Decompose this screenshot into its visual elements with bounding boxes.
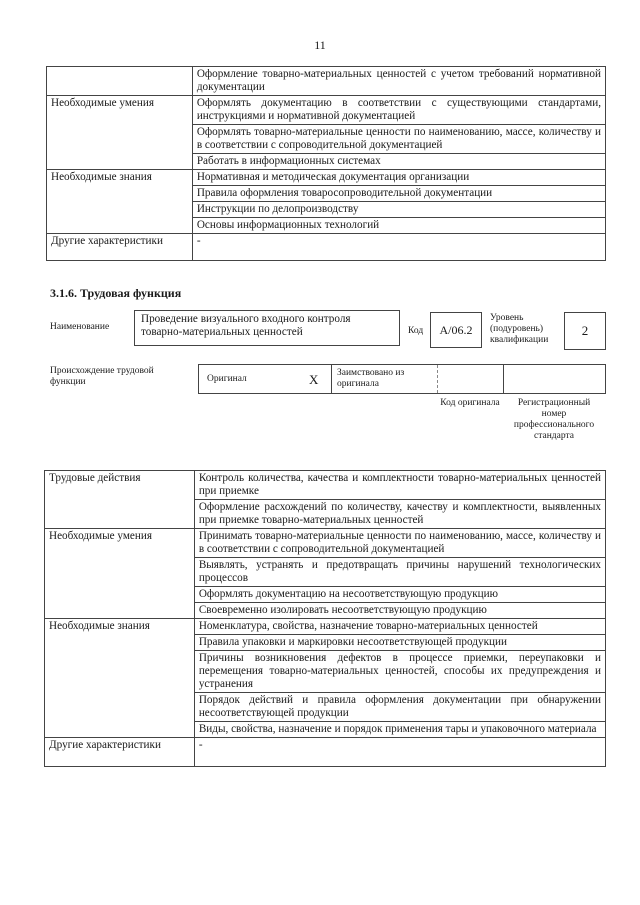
table-cell: Оформлять документацию в соответствии с существующими стандартами, инструкциями и нормативной документацией — [192, 96, 605, 125]
row-label-other: Другие характеристики — [45, 738, 195, 767]
row-label-skills: Необходимые умения — [45, 529, 195, 619]
table-row — [45, 529, 606, 558]
table-cell: Порядок действий и правила оформления документации при обнаружении несоответствующей продукции — [194, 693, 605, 722]
code-label: Код — [408, 326, 424, 336]
table-cell: - — [192, 234, 605, 261]
level-label: Уровень (подуровень) квалификации — [490, 313, 549, 345]
table-row — [45, 471, 606, 500]
original-mark: X — [309, 372, 319, 387]
row-label-knowledge: Необходимые знания — [45, 619, 195, 738]
table-cell: Выявлять, устранять и предотвращать причины нарушений технологических процессов — [194, 558, 605, 587]
table-cell: Контроль количества, качества и комплектности товарно-материальных ценностей при приемке — [194, 471, 605, 500]
code-original-label: Код оригинала — [440, 398, 500, 408]
origin-divider — [437, 365, 438, 393]
table-row — [47, 170, 606, 186]
table-cell: Основы информационных технологий — [192, 218, 605, 234]
original-label: Оригинал — [207, 374, 247, 384]
table-row — [47, 96, 606, 125]
table-row — [47, 234, 606, 261]
row-label-knowledge: Необходимые знания — [47, 170, 193, 234]
table-row — [45, 738, 606, 767]
table-cell: Оформление расхождений по количеству, качеству и комплектности, выявленных при приемке товарно-материальных ценностей — [194, 500, 605, 529]
borrowed-label: Заимствовано из оригинала — [337, 368, 405, 389]
name-label: Наименование — [50, 322, 110, 332]
row-label-skills: Необходимые умения — [47, 96, 193, 170]
table-cell: Оформление товарно-материальных ценностей с учетом требований нормативной документации — [192, 67, 605, 96]
table-cell: Оформлять документацию на несоответствующую продукцию — [194, 587, 605, 603]
code-value: А/06.2 — [439, 323, 473, 337]
function-name-value: Проведение визуального входного контроля товарно-материальных ценностей — [141, 313, 351, 338]
origin-box — [198, 364, 504, 394]
table-cell: Причины возникновения дефектов в процессе приемки, переупаковки и перемещения товарно-материальных ценностей, способы их предупреждения и устранения — [194, 651, 605, 693]
table-cell: - — [194, 738, 605, 767]
table-cell: Принимать товарно-материальные ценности по наименованию, массе, количеству и в соответствии с сопроводительной документацией — [194, 529, 605, 558]
table-cell: Нормативная и методическая документация организации — [192, 170, 605, 186]
row-label-other: Другие характеристики — [47, 234, 193, 261]
origin-divider — [331, 365, 332, 393]
function-name-box — [134, 310, 400, 346]
table-cell: Виды, свойства, назначение и порядок применения тары и упаковочного материала — [194, 722, 605, 738]
table-row — [47, 67, 606, 96]
section-heading: 3.1.6. Трудовая функция — [50, 286, 182, 300]
table-cell: Номенклатура, свойства, назначение товарно-материальных ценностей — [194, 619, 605, 635]
table-cell: Правила оформления товаросопроводительной документации — [192, 186, 605, 202]
table-cell: Правила упаковки и маркировки несоответствующей продукции — [194, 635, 605, 651]
table-cell: Оформлять товарно-материальные ценности по наименованию, массе, количеству и в соответствии с сопроводительной документацией — [192, 125, 605, 154]
reg-number-label: Регистрационный номер профессионального стандарта — [513, 398, 595, 441]
table-cell: Работать в информационных системах — [192, 154, 605, 170]
table-continuation — [46, 66, 606, 261]
origin-label: Происхождение трудовой функции — [50, 366, 154, 387]
row-label-actions: Трудовые действия — [45, 471, 195, 529]
table-cell: Инструкции по делопроизводству — [192, 202, 605, 218]
level-value: 2 — [581, 323, 589, 338]
function-table — [44, 470, 606, 767]
code-value-box — [430, 312, 482, 348]
table-row — [45, 619, 606, 635]
reg-number-box — [504, 364, 606, 394]
level-value-box — [564, 312, 606, 350]
table-cell: Своевременно изолировать несоответствующую продукцию — [194, 603, 605, 619]
page-number: 11 — [314, 38, 326, 52]
empty-label-cell — [47, 67, 193, 96]
